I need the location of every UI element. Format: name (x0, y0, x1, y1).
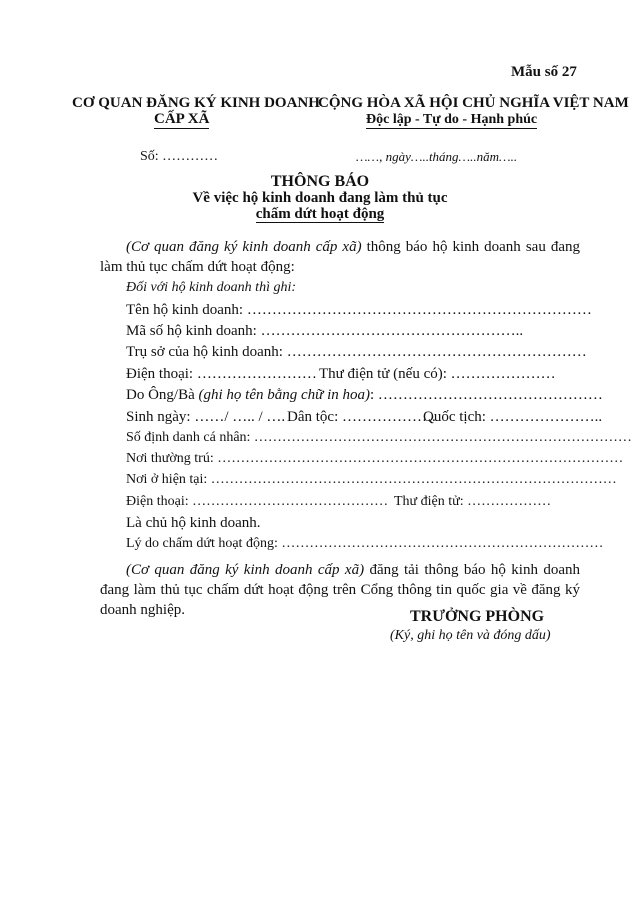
national-motto: Độc lập - Tự do - Hạnh phúc (366, 112, 538, 127)
field-email: Thư điện tử (nếu có): ………………… (319, 366, 556, 382)
field-business-address: Trụ sở của hộ kinh doanh: …………………………………………………… (126, 344, 587, 360)
intro-paragraph (100, 237, 580, 277)
document-subject: Về việc hộ kinh doanh đang làm thủ tục (192, 190, 448, 206)
field-owner (126, 387, 603, 404)
field-phone: Điện thoại: …………………… (126, 366, 317, 382)
owner-prefix: Do Ông/Bà (126, 387, 199, 403)
field-role: Là chủ hộ kinh doanh. (126, 515, 261, 531)
closing-agency: (Cơ quan đăng ký kinh doanh cấp xã) (126, 562, 365, 578)
field-nationality: Quốc tịch: ………………….. (423, 409, 603, 425)
intro-agency: (Cơ quan đăng ký kinh doanh cấp xã) (126, 239, 362, 255)
field-phone-2: Điện thoại: …………………………………… (126, 494, 389, 509)
field-phone-row (126, 366, 578, 383)
document-subject-text: chấm dứt hoạt động (255, 206, 385, 222)
agency-name: CƠ QUAN ĐĂNG KÝ KINH DOANH (72, 95, 320, 111)
document-date: ……, ngày…..tháng…..năm….. (356, 149, 518, 164)
intro-text: thông báo hộ kinh doanh sau đang làm thủ tục chấm dứt hoạt động: (100, 239, 580, 275)
section-label: Đối với hộ kinh doanh thì ghi: (126, 280, 297, 295)
document-title: THÔNG BÁO (270, 173, 370, 190)
field-personal-id: Số định danh cá nhân: ……………………………………………………………………… (126, 430, 632, 445)
signature-title: TRƯỞNG PHÒNG (410, 608, 545, 625)
document-number: Số: ………… (140, 149, 219, 164)
field-current-residence: Nơi ở hiện tại: …………………………………………………………………………… (126, 472, 617, 487)
owner-note: (ghi họ tên bằng chữ in hoa) (198, 387, 370, 403)
field-contact-row (126, 494, 578, 510)
national-title: CỘNG HÒA XÃ HỘI CHỦ NGHĨA VIỆT NAM (318, 95, 629, 111)
owner-dots: : ……………………………………… (370, 387, 603, 403)
field-ethnicity: Dân tộc: ………………. (287, 409, 436, 425)
field-birthdate: Sinh ngày: ……/ ….. / …. (126, 409, 286, 425)
field-permanent-residence: Nơi thường trú: …………………………………………………………………………… (126, 451, 624, 466)
field-business-name: Tên hộ kinh doanh: …………………………………………………………… (126, 302, 592, 318)
field-reason: Lý do chấm dứt hoạt động: …………………………………………………………… (126, 536, 604, 551)
closing-text: đăng tải thông báo hộ kinh doanh đang làm thủ tục chấm dứt hoạt động trên Cổng thông tin quốc gia về đăng ký doanh nghiệp. (100, 562, 580, 618)
signature-note: (Ký, ghi họ tên và đóng dấu) (390, 628, 551, 643)
agency-level: CẤP XÃ (154, 111, 210, 127)
field-email-2: Thư điện tử: ……………… (394, 494, 552, 509)
document-subject-line2 (0, 206, 640, 223)
field-birth-row (126, 409, 603, 426)
field-business-code: Mã số hộ kinh doanh: …………………………………………….. (126, 323, 524, 339)
form-code: Mẫu số 27 (511, 64, 577, 80)
